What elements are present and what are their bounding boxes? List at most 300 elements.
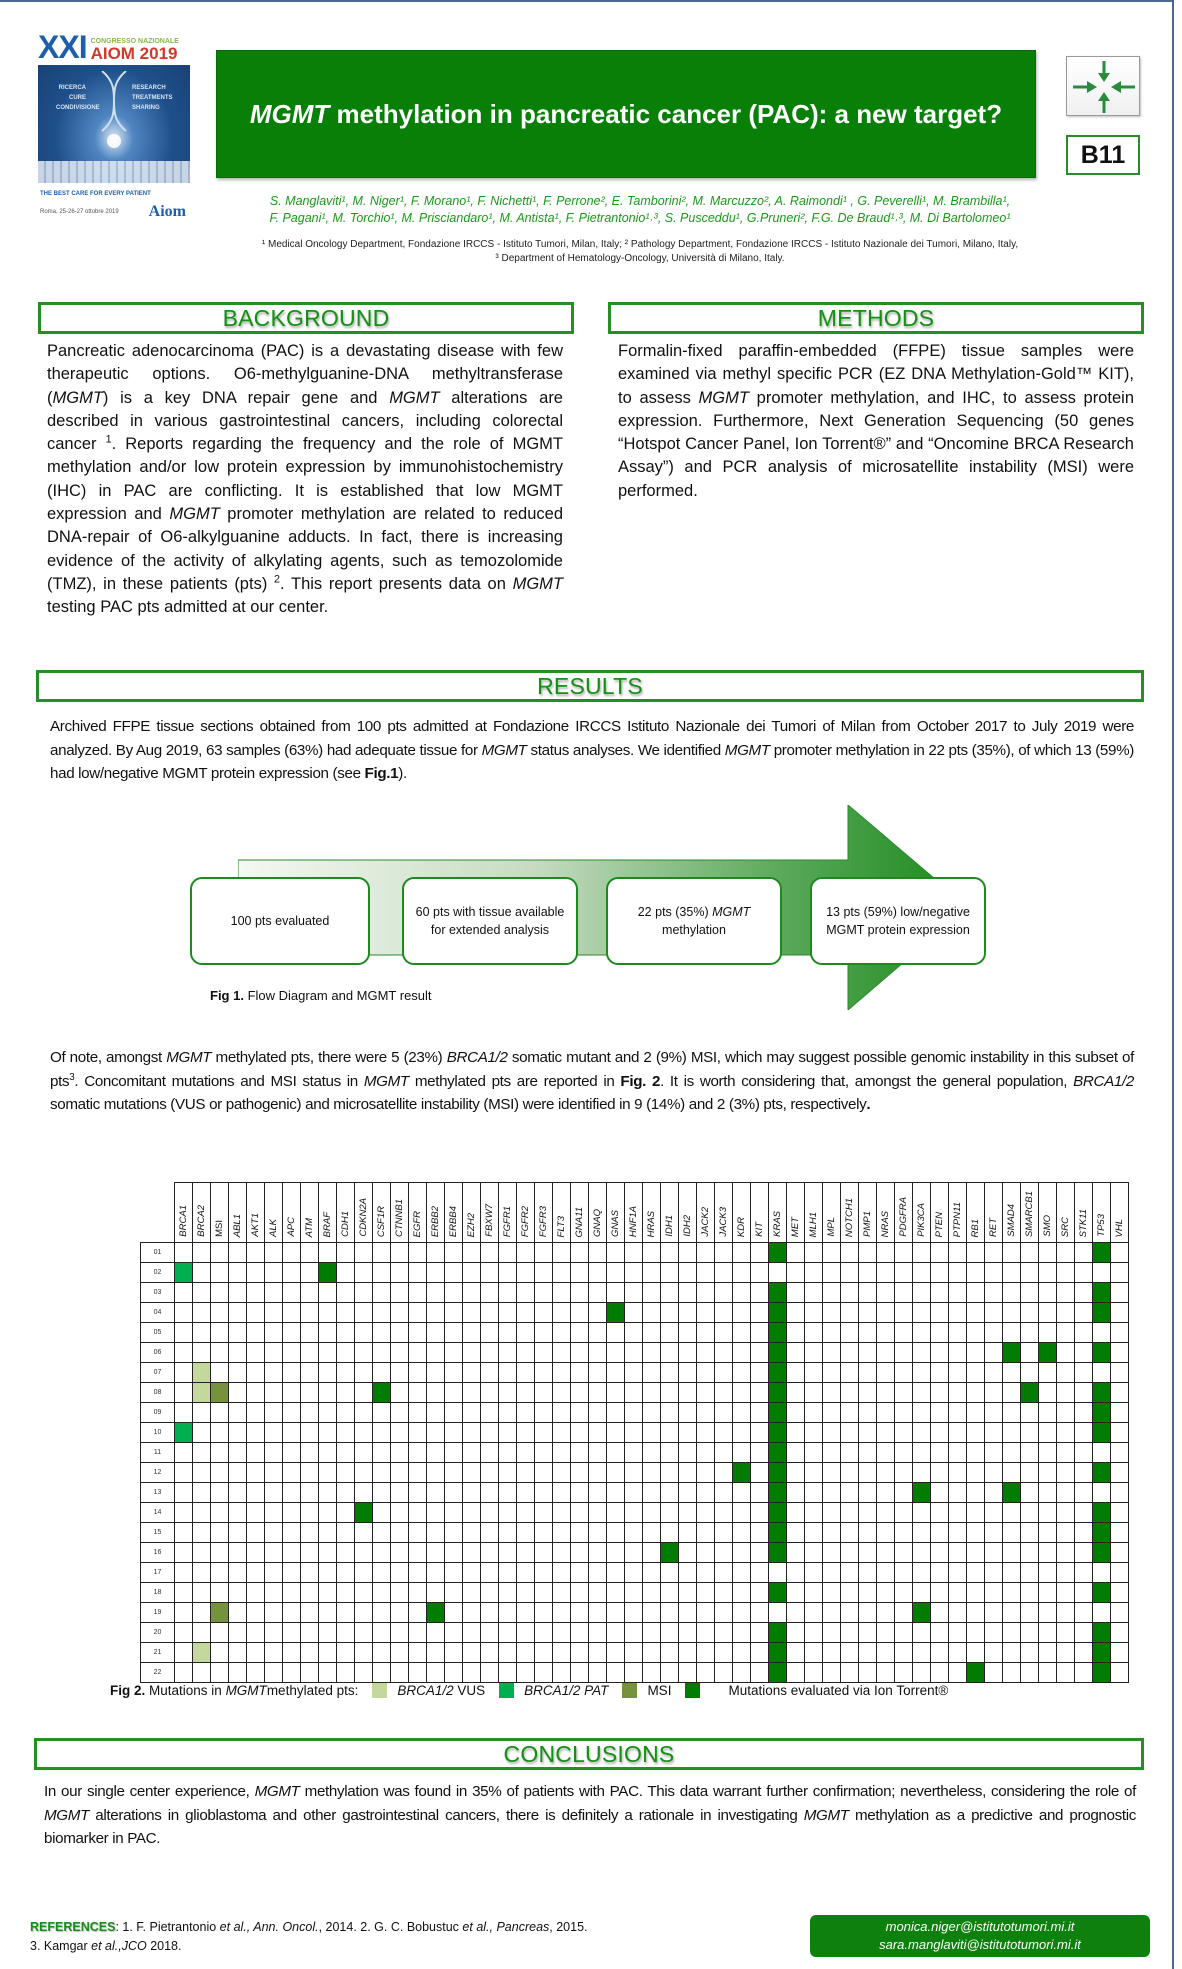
patient-id: 03 [141,1283,175,1303]
contact-email-2[interactable]: sara.manglaviti@istitutotumori.mi.it [879,1937,1081,1952]
mutation-cell [841,1303,859,1323]
mutation-cell [841,1363,859,1383]
mutation-cell [1039,1523,1057,1543]
mutation-cell [301,1583,319,1603]
title-gene: MGMT [249,98,330,129]
mutation-cell [193,1403,211,1423]
mutation-cell [589,1543,607,1563]
mutation-cell [283,1403,301,1423]
mutation-cell [535,1543,553,1563]
mutation-cell [283,1663,301,1683]
mutation-cell [1111,1283,1129,1303]
results-heading [36,670,1144,702]
patient-id: 22 [141,1663,175,1683]
mutation-cell [1057,1483,1075,1503]
mutation-cell [625,1643,643,1663]
gene-column-header: FGFR1 [499,1183,517,1243]
mutation-cell [373,1283,391,1303]
mutation-cell [661,1663,679,1683]
mutation-cell [769,1363,787,1383]
mutation-cell [1039,1403,1057,1423]
mutation-cell [751,1443,769,1463]
mutation-cell [931,1483,949,1503]
mutation-cell [319,1643,337,1663]
mutation-cell [679,1483,697,1503]
mutation-cell [877,1323,895,1343]
mutation-cell [877,1363,895,1383]
mutation-cell [733,1363,751,1383]
mutation-cell [175,1463,193,1483]
gene-column-header: BRCA1 [175,1183,193,1243]
mutation-cell [895,1603,913,1623]
mutation-cell [751,1303,769,1323]
gene-column-header: ATM [301,1183,319,1243]
logo-word: SHARING [132,105,160,111]
mutation-cell [517,1423,535,1443]
mutation-cell [427,1643,445,1663]
mutation-cell [445,1383,463,1403]
mutation-cell [751,1503,769,1523]
mutation-cell [679,1623,697,1643]
mutation-cell [499,1503,517,1523]
mutation-cell [697,1483,715,1503]
mutation-cell [805,1423,823,1443]
mutation-cell [229,1543,247,1563]
mutation-cell [1075,1343,1093,1363]
mutation-cell [337,1463,355,1483]
mutation-cell [733,1403,751,1423]
mutation-cell [373,1263,391,1283]
mutation-cell [1021,1443,1039,1463]
mutation-cell [1075,1583,1093,1603]
mutation-cell [175,1303,193,1323]
mutation-cell [283,1623,301,1643]
mutation-cell [841,1463,859,1483]
mutation-cell [751,1363,769,1383]
mutation-cell [1039,1423,1057,1443]
mutation-cell [625,1343,643,1363]
mutation-cell [1111,1483,1129,1503]
mutation-cell [481,1503,499,1523]
mutation-cell [841,1563,859,1583]
mutation-cell [499,1383,517,1403]
flow-step-4: 13 pts (59%) low/negative MGMT protein expression [810,877,986,965]
mutation-cell [1039,1243,1057,1263]
mutation-cell [859,1543,877,1563]
patient-id: 10 [141,1423,175,1443]
mutation-cell [391,1423,409,1443]
mutation-cell [1039,1603,1057,1623]
mutation-cell [859,1423,877,1443]
patient-row [141,1603,1129,1623]
gene-column-header: RET [985,1183,1003,1243]
mutation-cell [1021,1663,1039,1683]
mutation-cell [319,1523,337,1543]
mutation-cell [985,1363,1003,1383]
patient-row [141,1563,1129,1583]
mutation-cell [553,1503,571,1523]
mutation-cell [625,1383,643,1403]
mutation-cell [409,1503,427,1523]
mutation-cell [337,1363,355,1383]
mutation-cell [535,1643,553,1663]
mutation-cell [211,1363,229,1383]
mutation-cell [643,1403,661,1423]
mutation-cell [283,1603,301,1623]
mutation-cell [1075,1643,1093,1663]
mutation-cell [373,1643,391,1663]
mutation-cell [373,1543,391,1563]
mutation-cell [1039,1263,1057,1283]
congress-logo [38,26,190,228]
gene-column-header: NRAS [877,1183,895,1243]
mutation-cell [733,1623,751,1643]
mutation-cell [1039,1343,1057,1363]
mutation-cell [481,1643,499,1663]
mutation-cell [751,1643,769,1663]
mutation-cell [499,1543,517,1563]
mutation-cell [877,1343,895,1363]
mutation-cell [409,1603,427,1623]
mutation-cell [1057,1303,1075,1323]
patient-id: 06 [141,1343,175,1363]
mutation-cell [913,1423,931,1443]
mutation-cell [1021,1343,1039,1363]
mutation-cell [589,1443,607,1463]
mutation-cell [913,1583,931,1603]
mutation-cell [301,1563,319,1583]
mutation-cell [1111,1663,1129,1683]
mutation-cell [175,1263,193,1283]
mutation-cell [1039,1663,1057,1683]
mutation-cell [985,1243,1003,1263]
mutation-cell [463,1523,481,1543]
mutation-cell [841,1343,859,1363]
mutation-cell [193,1483,211,1503]
mutation-cell [481,1343,499,1363]
mutation-cell [175,1283,193,1303]
mutation-cell [625,1543,643,1563]
mutation-cell [1021,1363,1039,1383]
mutation-cell [373,1243,391,1263]
legend-swatch-pat [499,1683,514,1698]
mutation-cell [571,1403,589,1423]
mutation-cell [247,1483,265,1503]
mutation-cell [967,1503,985,1523]
mutation-cell [481,1263,499,1283]
mutation-cell [283,1243,301,1263]
methods-heading [608,302,1144,334]
mutation-cell [949,1403,967,1423]
mutation-cell [319,1443,337,1463]
mutation-cell [967,1443,985,1463]
mutation-cell [841,1383,859,1403]
mutation-cell [949,1543,967,1563]
mutation-cell [499,1463,517,1483]
mutation-cell [499,1643,517,1663]
mutation-cell [535,1423,553,1443]
gene-column-header: EZH2 [463,1183,481,1243]
mutation-cell [553,1583,571,1603]
mutation-cell [355,1363,373,1383]
mutation-cell [607,1343,625,1363]
mutation-cell [589,1243,607,1263]
mutation-cell [787,1323,805,1343]
mutation-cell [679,1643,697,1663]
mutation-cell [733,1643,751,1663]
contact-email-1[interactable]: monica.niger@istitutotumori.mi.it [885,1919,1075,1934]
patient-row [141,1503,1129,1523]
mutation-cell [445,1283,463,1303]
mutation-cell [589,1303,607,1323]
poster-code: B11 [1066,135,1140,175]
logo-tagline: THE BEST CARE FOR EVERY PATIENT [40,191,151,197]
mutation-cell [625,1303,643,1323]
mutation-cell [805,1563,823,1583]
mutation-cell [643,1603,661,1623]
mutation-cell [715,1303,733,1323]
mutation-cell [895,1283,913,1303]
mutation-cell [661,1483,679,1503]
mutation-cell [463,1483,481,1503]
mutation-cell [895,1543,913,1563]
mutation-cell [229,1343,247,1363]
mutation-cell [859,1303,877,1323]
mutation-cell [769,1543,787,1563]
mutation-cell [355,1303,373,1323]
mutation-cell [211,1643,229,1663]
mutation-cell [859,1323,877,1343]
mutation-cell [1003,1583,1021,1603]
mutation-cell [283,1463,301,1483]
mutation-cell [373,1523,391,1543]
mutation-cell [769,1423,787,1443]
mutation-cell [571,1543,589,1563]
mutation-cell [787,1343,805,1363]
mutation-cell [1111,1463,1129,1483]
mutation-cell [625,1623,643,1643]
methods-text: Formalin-fixed paraffin-embedded (FFPE) tissue samples were examined via methyl specific PCR (EZ DNA Methylation-Gold™ KIT), to assess MGMT promoter methylation, and IHC, to assess protein expression. Furthermore, Next Generation Sequencing (50 genes “Hotspot Cancer Panel, Ion Torrent®” and “Oncomine BRCA Research Assay”) and PCR analysis of microsatellite instability (MSI) were performed. [618,342,1134,500]
mutation-cell [337,1583,355,1603]
mutation-cell [751,1383,769,1403]
mutation-cell [553,1283,571,1303]
mutation-cell [877,1403,895,1423]
mutation-cell [661,1423,679,1443]
mutation-cell [931,1243,949,1263]
mutation-cell [391,1403,409,1423]
mutation-cell [823,1363,841,1383]
mutation-cell [265,1323,283,1343]
patient-row [141,1423,1129,1443]
mutation-cell [697,1603,715,1623]
fig1-caption: Fig 1. Flow Diagram and MGMT result [210,988,432,1003]
gene-column-header: CDH1 [337,1183,355,1243]
mutation-cell [1021,1303,1039,1323]
mutation-cell [247,1363,265,1383]
mutation-cell [733,1323,751,1343]
mutation-cell [1075,1563,1093,1583]
mutation-cell [985,1603,1003,1623]
mutation-cell [949,1423,967,1443]
mutation-cell [517,1443,535,1463]
mutation-cell [985,1283,1003,1303]
mutation-cell [193,1283,211,1303]
logo-congress: CONGRESSO NAZIONALE [90,38,179,45]
mutation-cell [967,1483,985,1503]
mutation-cell [823,1523,841,1543]
mutation-cell [193,1543,211,1563]
mutation-cell [985,1303,1003,1323]
mutation-cell [661,1603,679,1623]
mutation-cell [751,1323,769,1343]
mutation-cell [265,1423,283,1443]
mutation-cell [715,1623,733,1643]
mutation-cell [895,1463,913,1483]
gene-column-header: MSI [211,1183,229,1243]
gene-column-header: ERBB4 [445,1183,463,1243]
mutation-cell [931,1583,949,1603]
mutation-cell [463,1503,481,1523]
flow-diagram [190,805,990,1015]
mutation-cell [553,1663,571,1683]
mutation-cell [877,1523,895,1543]
mutation-cell [877,1543,895,1563]
mutation-cell [949,1523,967,1543]
mutation-cell [499,1523,517,1543]
mutation-cell [1111,1323,1129,1343]
mutation-cell [517,1643,535,1663]
mutation-cell [463,1423,481,1443]
mutation-cell [211,1563,229,1583]
mutation-cell [1021,1503,1039,1523]
gene-column-header: ABL1 [229,1183,247,1243]
mutation-cell [607,1283,625,1303]
mutation-cell [301,1343,319,1363]
gene-column-header: KDR [733,1183,751,1243]
mutation-cell [175,1523,193,1543]
mutation-cell [1075,1483,1093,1503]
mutation-cell [301,1243,319,1263]
mutation-cell [211,1663,229,1683]
mutation-cell [265,1343,283,1363]
conclusions-heading [34,1738,1144,1770]
mutation-cell [931,1663,949,1683]
patient-id: 05 [141,1323,175,1343]
mutation-cell [337,1523,355,1543]
mutation-cell [391,1463,409,1483]
mutation-cell [1111,1303,1129,1323]
mutation-cell [175,1563,193,1583]
mutation-cell [409,1463,427,1483]
mutation-cell [445,1323,463,1343]
mutation-cell [895,1363,913,1383]
references-label: REFERENCES [30,1920,116,1934]
mutation-cell [301,1363,319,1383]
mutation-cell [355,1403,373,1423]
mutation-cell [931,1503,949,1523]
mutation-cell [985,1623,1003,1643]
mutation-cell [1093,1323,1111,1343]
mutation-cell [1093,1603,1111,1623]
mutation-cell [481,1323,499,1343]
mutation-cell [247,1603,265,1623]
mutation-cell [1057,1383,1075,1403]
mutation-cell [949,1383,967,1403]
mutation-cell [769,1583,787,1603]
mutation-cell [625,1443,643,1463]
mutation-cell [679,1283,697,1303]
mutation-cell [787,1543,805,1563]
mutation-cell [607,1403,625,1423]
mutation-cell [697,1343,715,1363]
mutation-cell [1003,1643,1021,1663]
mutation-cell [1057,1423,1075,1443]
mutation-cell [661,1623,679,1643]
mutation-cell [1003,1663,1021,1683]
mutation-cell [1093,1283,1111,1303]
mutation-cell [1111,1343,1129,1363]
mutation-cell [589,1403,607,1423]
mutation-cell [1093,1543,1111,1563]
mutation-cell [895,1523,913,1543]
mutation-cell [607,1483,625,1503]
compress-arrows-icon [1066,56,1140,116]
mutation-cell [913,1483,931,1503]
mutation-cell [553,1623,571,1643]
mutation-cell [607,1623,625,1643]
mutation-cell [373,1323,391,1343]
mutation-cell [607,1543,625,1563]
mutation-cell [337,1643,355,1663]
mutation-cell [1021,1283,1039,1303]
mutation-cell [175,1543,193,1563]
mutation-cell [571,1283,589,1303]
mutation-cell [1021,1423,1039,1443]
mutation-cell [1111,1603,1129,1623]
mutation-cell [301,1463,319,1483]
mutation-cell [751,1403,769,1423]
mutation-cell [985,1423,1003,1443]
mutation-cell [1039,1443,1057,1463]
mutation-cell [985,1523,1003,1543]
mutation-cell [517,1283,535,1303]
mutation-cell [175,1623,193,1643]
mutation-cell [229,1643,247,1663]
patient-id: 08 [141,1383,175,1403]
mutation-cell [247,1423,265,1443]
mutation-cell [805,1503,823,1523]
logo-word: TREATMENTS [132,95,173,101]
mutation-cell [949,1603,967,1623]
mutation-cell [985,1563,1003,1583]
mutation-cell [355,1503,373,1523]
mutation-cell [895,1403,913,1423]
mutation-cell [607,1263,625,1283]
mutation-cell [877,1643,895,1663]
mutation-cell [859,1663,877,1683]
mutation-cell [1075,1443,1093,1463]
mutation-cell [409,1243,427,1263]
mutation-cell [967,1243,985,1263]
mutation-cell [1057,1563,1075,1583]
mutation-cell [877,1483,895,1503]
mutation-cell [571,1643,589,1663]
mutation-cell [535,1483,553,1503]
mutation-cell [733,1283,751,1303]
mutation-cell [769,1483,787,1503]
mutation-cell [265,1463,283,1483]
mutation-cell [1093,1643,1111,1663]
